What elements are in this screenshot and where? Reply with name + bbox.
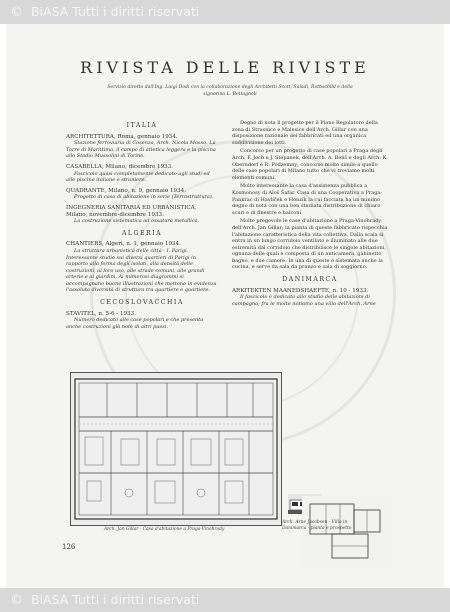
left-column [66,117,218,334]
entry-title: CHANTIERS, Algeri, n. 1, gennaio 1934. [66,241,181,248]
figure-caption-villa: Arch. Arne Jacobsen - Villa in Danimarca - pianta e prospetto [282,520,352,531]
review-entry [66,311,218,331]
review-entry [66,134,218,160]
floor-plan-drawing [70,372,282,526]
entry-title: ARCHITETTURA, Roma, gennaio 1934. [66,133,178,140]
review-entry [66,241,218,294]
right-column [232,120,388,311]
entry-body: Progetto di casa di abitazione in serie (Terrastruttura). [74,194,214,201]
watermark-band-top [0,0,450,24]
entry-body: Stazione ferroviaria di Cosenza, Arch. Nicola Mosso. La Torre di Marittima, il campo di atletica leggera e la piscina allo Stadio Mussolini di Torino. [66,140,216,160]
page-subtitle: Servizio diretto dall'Ing. Luigi Dodi con la collaborazione degli Architetti Scott, Saladi, Rothschild e della signorina L. Bettagnoli [107,85,353,97]
section-heading-cecoslovacchia: CECOSLOVACCHIA [100,299,184,307]
entry-body: Fascicolo quasi completamente dedicato agli studi ed alle piscine italiane e straniere. [66,170,210,184]
paragraph: Molto pregevole le case d'abitazione a Praga-Vinohrady dell'Arch. Jan Gillar; la pianta di queste fabbricato rispecchia l'abitazione caratteristica della vita collettiva. Dalla scala si entra in un lungo corridoio ventilato e illuminato alle due estremità dal corridoio che distribuisce le singole abitazioni, ognuna delle quali è composta di un anticamera, gabinetto bagno, e due camere. In una di queste è sistemata anche la cucina, e serve da sala da pranzo e sala di soggiorno. [232,218,388,271]
watermark-logo-bottom: © [10,593,23,608]
villa-plan-svg [302,496,392,568]
entry-body: Il fascicolo è dedicato allo studio delle abitazioni di campagna; fra le molte notiamo una villa dell'Arch. Arne [232,294,376,307]
watermark-text-top: BiASA Tutti i diritti riservati [30,4,200,19]
review-entry [66,205,218,225]
entry-title: QUADRANTE, Milano, n. 9, gennaio 1934. [66,187,186,194]
page-title: RIVISTA DELLE RIVISTE [80,58,370,77]
section-heading-algeria: ALGERIA [121,229,163,237]
review-entry [232,288,388,308]
paragraph: Concorso per un progetto di case popolari a Praga degli Arch. F. Jech e J. Stepanek, dell'Arch. A. Benš e degli Arch. K. Oberndorf e R. Podzemny; concorso molto simile a quello delle case popolari di Milano tutto che vi troviamo molti elementi comuni. [232,148,388,181]
entry-title: CASABELLA, Milano, dicembre 1933. [66,163,174,170]
floor-plan-svg [71,373,281,525]
watermark-text-bottom: BiASA Tutti i diritti riservati [30,592,200,607]
page-number: 126 [62,543,76,551]
entry-body: La struttura urbanistica delle città - I. Parigi. Interessante studio sui diversi quartieri di Parigi in rapporto alla forma degli isolati, alla densità delle costruzioni, al loro uso, alle strade comuni, alle grandi arterie e ai giardini. Ai numerosi diagrammi si accompagnano buone illustrazioni che mettono in evidenza l'assoluta diversità di struttura tra quartiere e quartiere. [66,247,217,294]
entry-title: ARKITEKTEN MAANEDSHAEFTE, n. 10 - 1933. [232,287,369,294]
entry-body: Numero dedicato alle case popolari e che presenta anche costruzioni già note di altri paesi. [66,317,204,330]
entry-title: STAVITEL, n. 5-6 - 1933. [66,310,136,317]
watermark-band-bottom [0,588,450,612]
entry-title: INGEGNERIA SANITARIA ED URBANISTICA, Milano, novembre-dicembre 1933. [66,204,197,218]
watermark-logo-top: © [10,5,23,20]
section-heading-italia: ITALIA [126,122,158,129]
entry-body: La costruzione sistematica ad ossatura metallica. [74,218,200,225]
review-entry [66,188,218,201]
section-heading-danimarca: DANIMARCA [282,276,338,284]
paragraph: Molto interessante la casa d'assistenza pubblica a Kosmonosy di Aloš Šafar. Casa di una Cooperativa a Praga-Pankrac di Havlíček e Honzík la cui facciata ha un minimo degno di nota con una ben studiata distribuzione di chiaro scuri e di finestre e balconi. [232,183,383,216]
paragraph: Degno di nota il progetto per il Piano Regolatore della zona di Strasnice e Malesice dell'Arch. Gillar con una disposizione razionale dei fabbricati ed una organica suddivisione dei lotti. [232,120,378,146]
review-entry [66,164,218,184]
villa-plan-drawing [302,496,392,568]
figure-caption-plan: Arch. Jan Gillar - Casa d'abitazione a Praga-Vinohrady [104,527,225,532]
